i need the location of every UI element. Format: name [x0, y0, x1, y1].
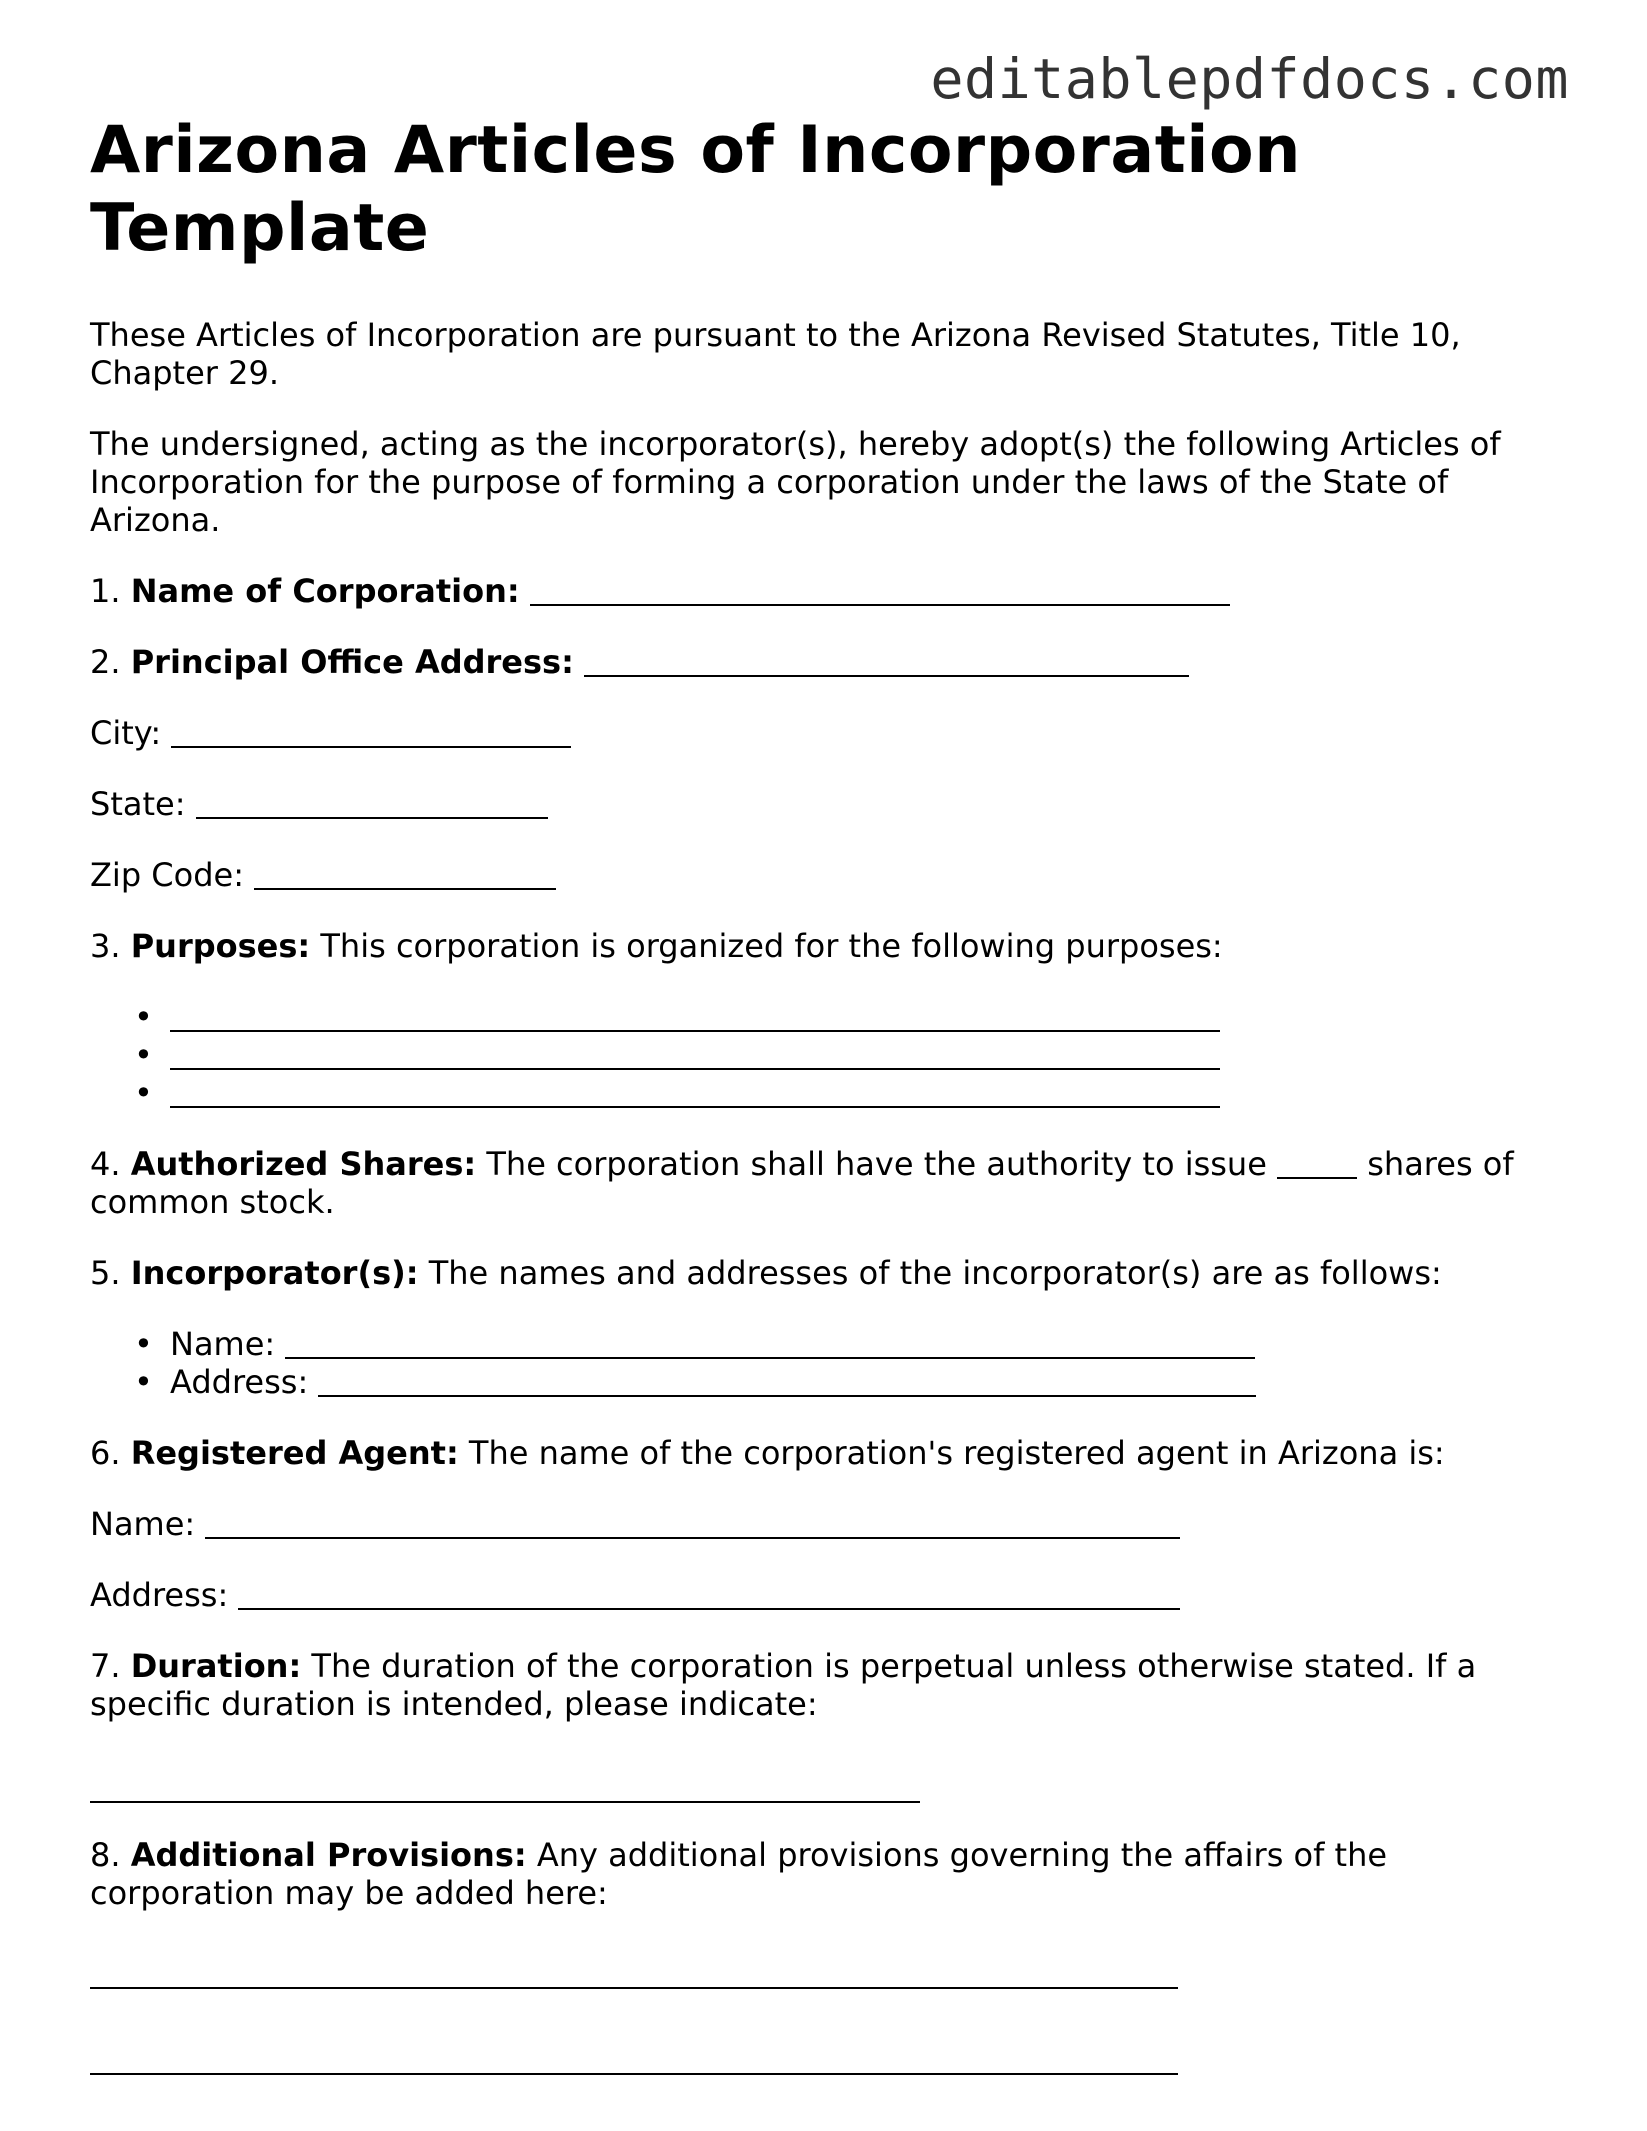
- agent-name-label: Name:: [90, 1505, 196, 1543]
- corporation-name-field[interactable]: [530, 574, 1230, 606]
- state-label: State:: [90, 785, 186, 823]
- section-heading: Purposes:: [130, 927, 311, 965]
- section-text: Any additional provisions governing the affairs of the corporation may be added here:: [90, 1836, 1388, 1912]
- section-number: 7.: [90, 1647, 121, 1685]
- document-page: [90, 112, 1560, 2075]
- list-item: [90, 1036, 1560, 1074]
- section-incorporators: [90, 1254, 1560, 1292]
- section-heading: Name of Corporation:: [130, 572, 520, 610]
- city-field[interactable]: [171, 716, 571, 748]
- section-duration: [90, 1647, 1560, 1723]
- section-heading: Incorporator(s):: [130, 1254, 419, 1292]
- duration-field[interactable]: [90, 1763, 920, 1803]
- incorporator-name-field[interactable]: [285, 1327, 1255, 1359]
- agent-address-label: Address:: [90, 1576, 229, 1614]
- incorporator-address-field[interactable]: [318, 1365, 1256, 1397]
- purpose-field-1[interactable]: [170, 1000, 1220, 1032]
- section-number: 6.: [90, 1434, 121, 1472]
- principal-office-address-field[interactable]: [584, 645, 1189, 677]
- provisions-field-2[interactable]: [90, 2035, 1178, 2075]
- section-text: This corporation is organized for the following purposes:: [320, 927, 1223, 965]
- list-item: [90, 998, 1560, 1036]
- zip-label: Zip Code:: [90, 856, 244, 894]
- purpose-field-3[interactable]: [170, 1076, 1220, 1108]
- section-heading: Duration:: [130, 1647, 302, 1685]
- intro-paragraph-statutes: These Articles of Incorporation are pursuant to the Arizona Revised Statutes, Title 10, Chapter 29.: [90, 316, 1461, 392]
- purpose-field-2[interactable]: [170, 1038, 1220, 1070]
- section-heading: Principal Office Address:: [130, 643, 574, 681]
- section-text: The name of the corporation's registered agent in Arizona is:: [468, 1434, 1445, 1472]
- section-heading: Authorized Shares:: [130, 1145, 477, 1183]
- purposes-list: [90, 998, 1560, 1112]
- section-additional-provisions: [90, 1836, 1560, 1912]
- section-registered-agent: [90, 1434, 1560, 1472]
- state-line: [90, 785, 1560, 823]
- section-number: 4.: [90, 1145, 121, 1183]
- section-heading: Registered Agent:: [130, 1434, 459, 1472]
- section-number: 2.: [90, 643, 121, 681]
- section-principal-office: [90, 643, 1560, 681]
- section-text-after: shares of common stock.: [90, 1145, 1514, 1221]
- agent-name-line: [90, 1505, 1560, 1543]
- document-title: Arizona Articles of Incorporation Template: [90, 113, 1301, 266]
- list-item: [90, 1074, 1560, 1112]
- agent-address-line: [90, 1576, 1560, 1614]
- zip-field[interactable]: [254, 858, 556, 890]
- intro-paragraph-incorporators: The undersigned, acting as the incorporator(s), hereby adopt(s) the following Articles of Incorporation for the purpose of forming a corporation under the laws of the State of Arizona.: [90, 425, 1501, 539]
- section-purposes: [90, 927, 1560, 965]
- incorporators-list: [90, 1325, 1560, 1401]
- zip-line: [90, 856, 1560, 894]
- provisions-field-1[interactable]: [90, 1949, 1178, 1989]
- agent-name-field[interactable]: [205, 1507, 1180, 1539]
- city-label: City:: [90, 714, 162, 752]
- section-authorized-shares: [90, 1145, 1560, 1221]
- section-heading: Additional Provisions:: [130, 1836, 527, 1874]
- shares-count-field[interactable]: [1277, 1147, 1357, 1179]
- incorporator-name-label: Name:: [170, 1325, 276, 1363]
- city-line: [90, 714, 1560, 752]
- list-item: [90, 1363, 1560, 1401]
- incorporator-address-label: Address:: [170, 1363, 309, 1401]
- list-item: [90, 1325, 1560, 1363]
- section-text: The duration of the corporation is perpetual unless otherwise stated. If a specific duration is intended, please indicate:: [90, 1647, 1477, 1723]
- agent-address-field[interactable]: [238, 1578, 1180, 1610]
- section-number: 8.: [90, 1836, 121, 1874]
- section-corporation-name: [90, 572, 1560, 610]
- watermark: editablepdfdocs.com: [930, 47, 1569, 111]
- section-number: 1.: [90, 572, 121, 610]
- section-number: 3.: [90, 927, 121, 965]
- section-text: The names and addresses of the incorporator(s) are as follows:: [428, 1254, 1442, 1292]
- section-number: 5.: [90, 1254, 121, 1292]
- state-field[interactable]: [196, 787, 548, 819]
- section-text-before: The corporation shall have the authority to issue: [486, 1145, 1267, 1183]
